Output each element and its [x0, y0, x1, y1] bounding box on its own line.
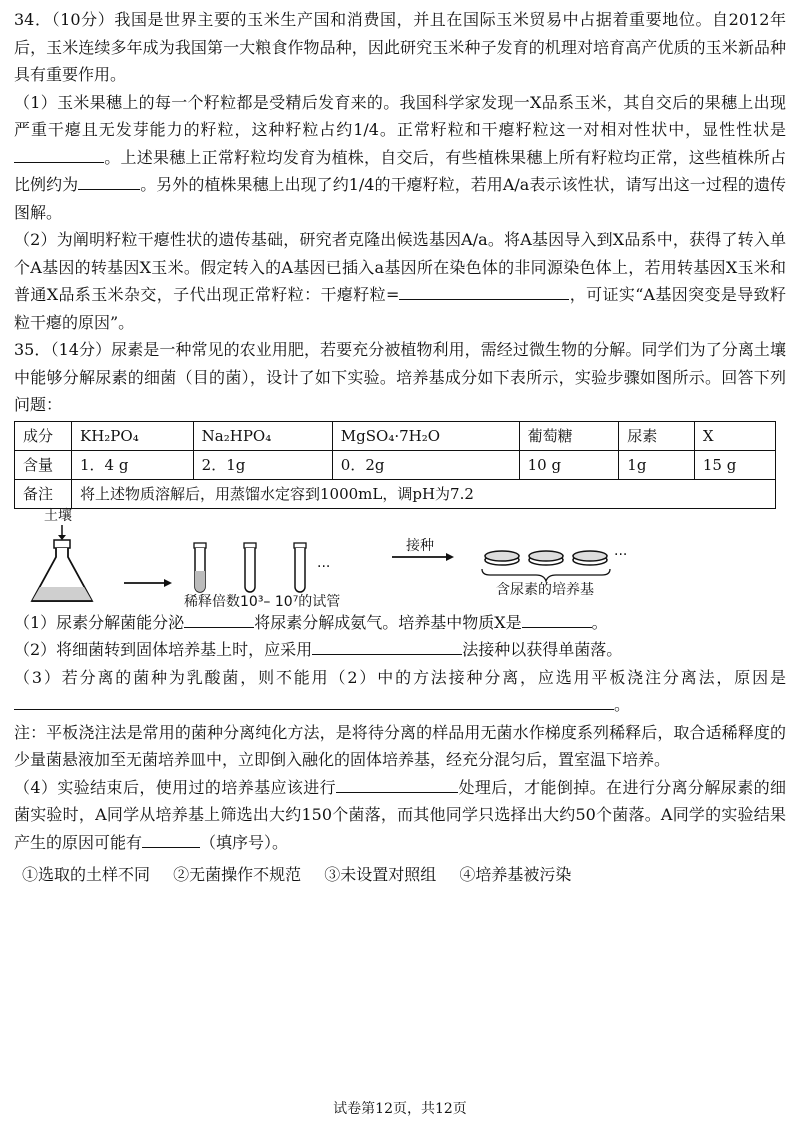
flask-icon	[32, 540, 92, 601]
test-tube-icon	[294, 543, 306, 592]
medium-composition-table	[14, 421, 776, 509]
q35-part4: （4）实验结束后，使用过的培养基应该进行 处理后，才能倒掉。在进行分离分解尿素的细菌实验时，A同学从培养基上筛选出大约150个菌落，而其他同学只选择出大约50个菌落。A同学的实验结果产生的原因可能有 （填序号）。	[14, 774, 786, 857]
answer-blank[interactable]	[14, 691, 614, 710]
q35-intro: 35．（14分）尿素是一种常见的农业用肥，若要充分被植物利用，需经过微生物的分解。同学们为了分离土壤中能够分解尿素的细菌（目的菌），设计了如下实验。培养基成分如下表所示，实验步骤如图所示。回答下列问题：	[14, 340, 786, 414]
dish-label: 含尿素的培养基	[496, 581, 594, 598]
exam-page	[14, 6, 786, 890]
answer-blank[interactable]	[142, 829, 200, 848]
petri-dish-icon	[485, 551, 519, 565]
q34-part2: （2）为阐明籽粒干瘪性状的遗传基础，研究者克隆出候选基因A/a。将A基因导入到X品系中，获得了转入单个A基因的转基因X玉米。假定转入的A基因已插入a基因所在染色体的非同源染色体上，若用转基因X玉米和普通X品系玉米杂交，子代出现正常籽粒：干瘪籽粒= ，可证实“A基因突变是导致籽粒干瘪的原因”。	[14, 230, 786, 332]
test-tube-icon	[194, 543, 206, 592]
experiment-diagram	[14, 509, 786, 609]
dish-dots: ···	[614, 546, 628, 563]
answer-blank[interactable]	[184, 609, 254, 628]
petri-dish-icon	[573, 551, 607, 565]
q35-options	[14, 860, 786, 890]
option-item: ③未设置对照组	[324, 865, 437, 884]
table-row: 备注 将上述物质溶解后，用蒸馏水定容到1000mL，调pH为7.2	[15, 479, 776, 508]
answer-blank[interactable]	[312, 636, 462, 655]
q35-part3: （3）若分离的菌种为乳酸菌，则不能用（2）中的方法接种分离，应选用平板浇注分离法，原因是。	[14, 667, 786, 714]
option-item: ②无菌操作不规范	[173, 865, 302, 884]
q35-part1: （1）尿素分解菌能分泌 将尿素分解成氨气。培养基中物质X是 。	[14, 609, 786, 637]
answer-blank[interactable]	[336, 774, 458, 793]
tube-dots: ···	[317, 558, 331, 575]
answer-blank[interactable]	[14, 144, 104, 163]
experiment-figure	[14, 509, 786, 609]
table-row: 成分 KH₂PO₄ Na₂HPO₄ MgSO₄·7H₂O 葡萄糖 尿素 X	[15, 421, 776, 450]
table-row: 含量 1．4 g 2．1g 0．2g 10 g 1g 15 g	[15, 450, 776, 479]
answer-blank[interactable]	[78, 171, 140, 190]
page-footer: 试卷第12页，共12页	[333, 1101, 467, 1117]
answer-blank[interactable]	[399, 281, 569, 300]
dilution-label: 稀释倍数10³– 10⁷的试管	[184, 593, 341, 610]
inoculate-label: 接种	[406, 537, 434, 554]
q34-intro: 34．（10分）我国是世界主要的玉米生产国和消费国，并且在国际玉米贸易中占据着重要地位。自2012年后，玉米连续多年成为我国第一大粮食作物品种，因此研究玉米种子发育的机理对培育高产优质的玉米新品种具有重要作用。	[14, 10, 786, 84]
test-tube-icon	[244, 543, 256, 592]
q35-part2: （2）将细菌转到固体培养基上时，应采用 法接种以获得单菌落。	[14, 636, 786, 664]
option-item: ①选取的土样不同	[22, 865, 151, 884]
q34-part1: （1）玉米果穗上的每一个籽粒都是受精后发育来的。我国科学家发现一X品系玉米，其自交后的果穗上出现严重干瘪且无发芽能力的籽粒，这种籽粒占约1/4。正常籽粒和干瘪籽粒这一对相对性状中，显性性状是。上述果穗上正常籽粒均发育为植株，自交后，有些植株果穗上所有籽粒均正常，这些植株所占比例约为 。另外的植株果穗上出现了约1/4的干瘪籽粒，若用A/a表示该性状，请写出这一过程的遗传图解。	[14, 92, 786, 222]
petri-dish-icon	[529, 551, 563, 565]
option-item: ④培养基被污染	[459, 865, 572, 884]
soil-label: 土壤	[44, 507, 72, 524]
answer-blank[interactable]	[522, 609, 592, 628]
q35-note: 注：平板浇注法是常用的菌种分离纯化方法，是将待分离的样品用无菌水作梯度系列稀释后，取合适稀释度的少量菌悬液加至无菌培养皿中，立即倒入融化的固体培养基，经充分混匀后，置室温下培养。	[14, 722, 786, 769]
